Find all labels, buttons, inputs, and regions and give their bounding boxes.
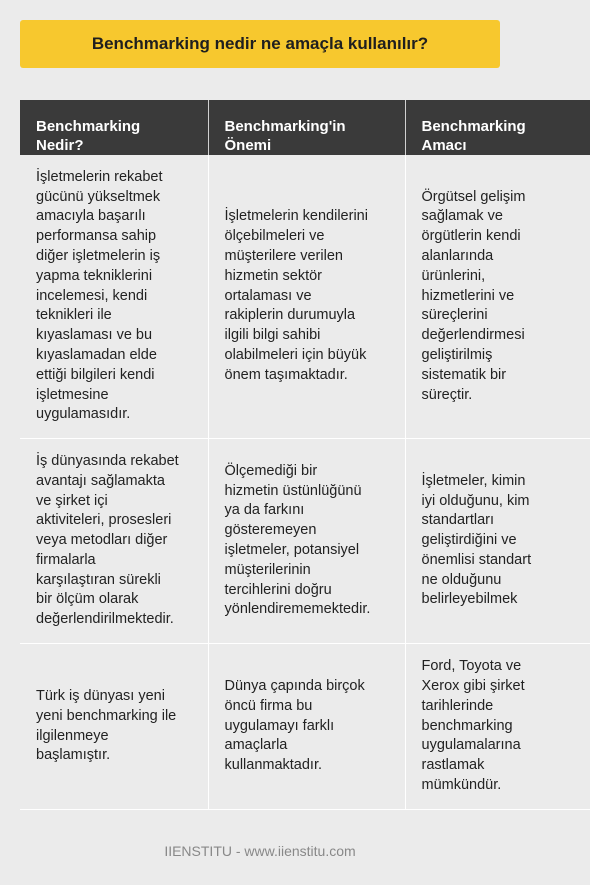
- table-cell: Ford, Toyota ve Xerox gibi şirket tarihlerinde benchmarking uygulamalarına rastlamak mümkündür.: [405, 644, 590, 810]
- header-cell: Benchmarking'in Önemi: [208, 100, 405, 155]
- table-cell: Örgütsel gelişim sağlamak ve örgütlerin kendi alanlarında ürünlerini, hizmetlerini ve süreçlerini değerlendirmesi geliştirilmiş sistematik bir süreçtir.: [405, 155, 590, 439]
- table-header-row: [20, 100, 590, 155]
- table-cell: İşletmeler, kimin iyi olduğunu, kim standartları geliştirdiğini ve önemlisi standart ne olduğunu belirleyebilmek: [405, 439, 590, 644]
- benchmarking-table-container[interactable]: [20, 100, 532, 822]
- footer-credit: IIENSTITU - www.iienstitu.com: [164, 843, 356, 859]
- table-cell: İşletmelerin kendilerini ölçebilmeleri ve müşterilere verilen hizmetin sektör ortalaması ve rakiplerin durumuyla ilgili bilgi sahibi olabilmeleri için büyük önem taşımaktadır.: [208, 155, 405, 439]
- table-cell: Türk iş dünyası yeni yeni benchmarking ile ilgilenmeye başlamıştır.: [20, 644, 208, 810]
- benchmarking-table: [20, 100, 590, 810]
- table-cell: Dünya çapında birçok öncü firma bu uygulamayı farklı amaçlarla kullanmaktadır.: [208, 644, 405, 810]
- table-cell: İş dünyasında rekabet avantajı sağlamakta ve şirket içi aktiviteleri, prosesleri veya metodları diğer firmalarla karşılaştıran sürekli bir ölçüm olarak değerlendirilmektedir.: [20, 439, 208, 644]
- table-cell: İşletmelerin rekabet gücünü yükseltmek amacıyla başarılı performansa sahip diğer işletmelerin iş yapma tekniklerini incelemesi, kendi teknikleri ile kıyaslaması ve bu kıyaslamadan elde ettiği bilgileri kendi işletmesine uygulamasıdır.: [20, 155, 208, 439]
- table-row: [20, 439, 590, 644]
- header-cell: Benchmarking Amacı: [405, 100, 590, 155]
- table-cell: Ölçemediği bir hizmetin üstünlüğünü ya da farkını gösteremeyen işletmeler, potansiyel müşterilerinin tercihlerini doğru yönlendirememektedir.: [208, 439, 405, 644]
- title-banner: [20, 20, 500, 68]
- header-cell: Benchmarking Nedir?: [20, 100, 208, 155]
- page-title: Benchmarking nedir ne amaçla kullanılır?: [91, 34, 429, 53]
- table-row: [20, 155, 590, 439]
- table-row: [20, 644, 590, 810]
